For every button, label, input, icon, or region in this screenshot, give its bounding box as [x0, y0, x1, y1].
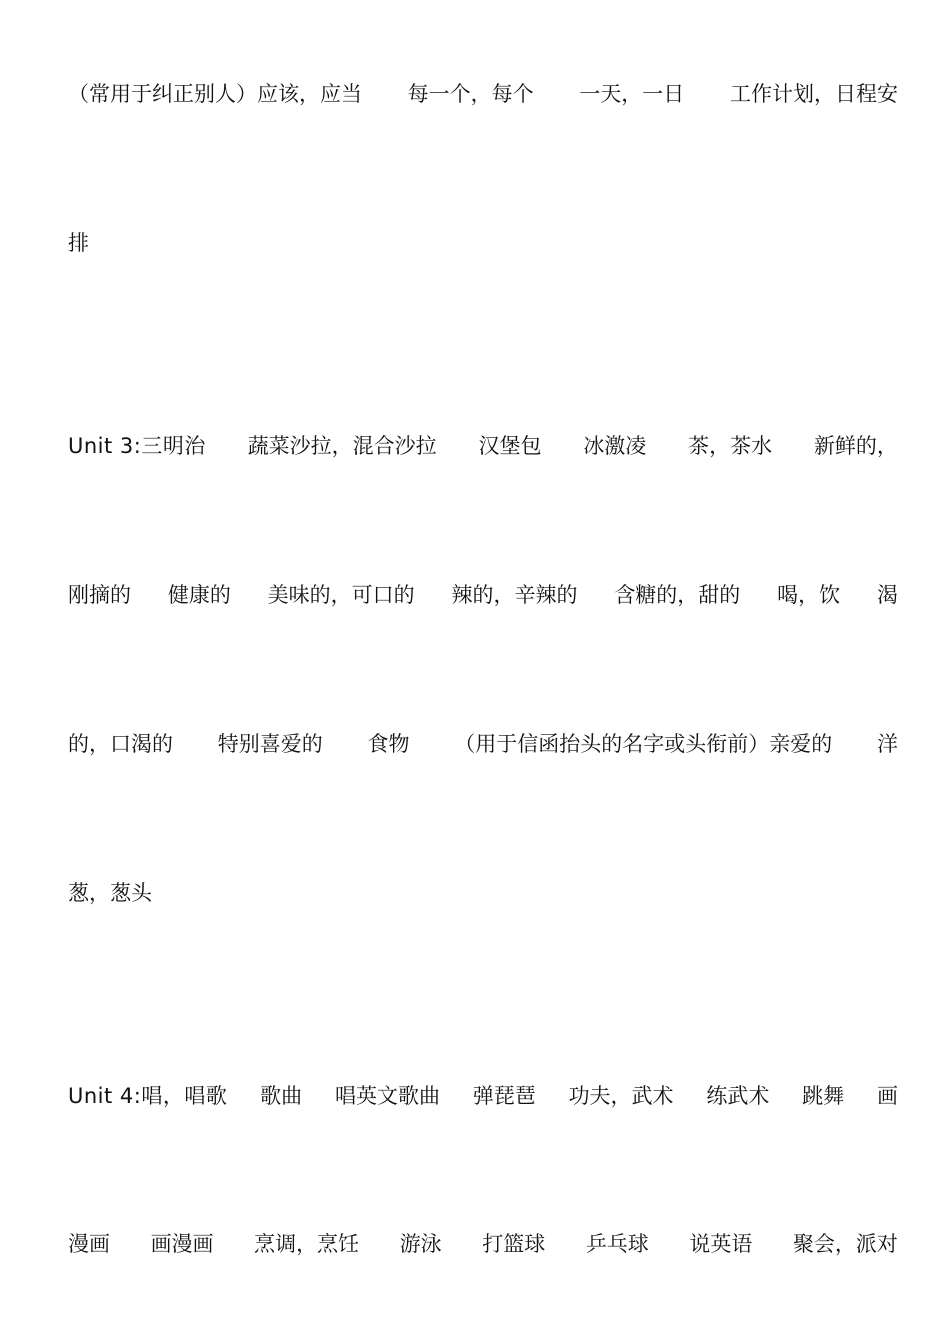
phrase: 乒乓球 [585, 1232, 649, 1256]
phrase: 打篮球 [482, 1232, 546, 1256]
phrase: 唱英文歌曲 [334, 1084, 440, 1108]
phrase: 聚会，派对 [792, 1232, 898, 1256]
text-line-5 [68, 728, 898, 760]
text-line-7 [68, 1080, 898, 1112]
phrase: 茶，茶水 [688, 434, 773, 458]
text-line-8 [68, 1228, 898, 1260]
unit-4-heading: Unit 4:唱，唱歌 [68, 1084, 228, 1108]
phrase: 排 [68, 231, 89, 255]
phrase: 食物 [367, 732, 410, 756]
phrase: 功夫，武术 [568, 1084, 674, 1108]
phrase: 含糖的，甜的 [614, 583, 741, 607]
phrase: 工作计划，日程安 [729, 82, 898, 106]
phrase: 洋 [877, 732, 898, 756]
text-line-6 [68, 877, 898, 909]
text-line-1 [68, 78, 898, 110]
phrase: 美味的，可口的 [267, 583, 415, 607]
phrase: 画 [876, 1084, 898, 1108]
phrase: 喝，饮 [777, 583, 841, 607]
phrase: 辣的，辛辣的 [451, 583, 578, 607]
phrase: 的，口渴的 [68, 732, 173, 756]
phrase: 蔬菜沙拉，混合沙拉 [247, 434, 437, 458]
phrase: 烹调，烹饪 [254, 1232, 360, 1256]
phrase: 每一个，每个 [407, 82, 534, 106]
phrase: 汉堡包 [478, 434, 542, 458]
phrase: 冰激凌 [583, 434, 647, 458]
phrase: 跳舞 [802, 1084, 845, 1108]
text-line-4 [68, 579, 898, 611]
phrase: 游泳 [399, 1232, 442, 1256]
phrase: 弹琵琶 [472, 1084, 536, 1108]
phrase: 画漫画 [150, 1232, 214, 1256]
phrase: 渴 [876, 583, 898, 607]
phrase: 新鲜的， [813, 434, 898, 458]
unit-3-heading: Unit 3:三明治 [68, 434, 206, 458]
phrase: 歌曲 [260, 1084, 303, 1108]
phrase: 练武术 [706, 1084, 770, 1108]
phrase: 葱，葱头 [68, 881, 152, 905]
phrase: 特别喜爱的 [217, 732, 323, 756]
phrase: （常用于纠正别人）应该，应当 [68, 82, 362, 106]
phrase: 健康的 [167, 583, 231, 607]
phrase: 漫画 [68, 1232, 110, 1256]
text-line-3 [68, 430, 898, 462]
phrase: （用于信函抬头的名字或头衔前）亲爱的 [454, 732, 833, 756]
phrase: 一天，一日 [579, 82, 685, 106]
phrase: 刚摘的 [68, 583, 131, 607]
text-line-2 [68, 227, 898, 259]
phrase: 说英语 [689, 1232, 753, 1256]
